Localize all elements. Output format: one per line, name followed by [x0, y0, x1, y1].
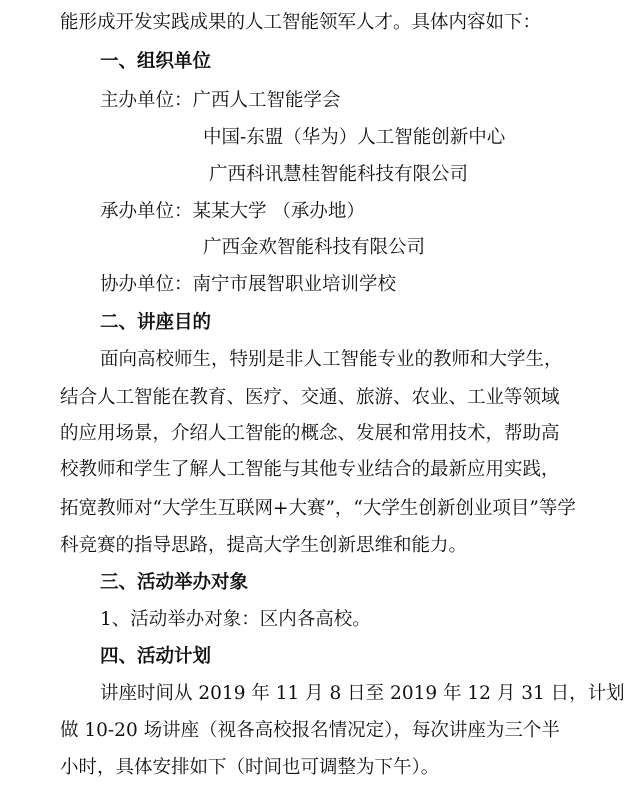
purpose-line-1: 面向高校师生，特别是非人工智能专业的教师和大学生， [100, 349, 563, 370]
co-organizer-unit-line: 协办单位：南宁市展智职业培训学校 [100, 274, 397, 295]
purpose-line-2: 结合人工智能在教育、医疗、交通、旅游、农业、工业等领域 [60, 387, 560, 408]
host-unit-3: 广西科讯慧桂智能科技有限公司 [209, 164, 469, 185]
purpose-line-3: 的应用场景，介绍人工智能的概念、发展和常用技术，帮助高 [60, 423, 560, 444]
purpose-line-5: 拓宽教师对“大学生互联网+大赛”，“大学生创新创业项目”等学 [60, 498, 576, 519]
organizer-unit-2: 广西金欢智能科技有限公司 [203, 237, 426, 258]
audience-item: 1、活动举办对象：区内各高校。 [100, 609, 371, 630]
intro-tail-text: 能形成开发实践成果的人工智能领军人才。具体内容如下： [60, 12, 542, 33]
host-unit-2: 中国-东盟（华为）人工智能创新中心 [203, 127, 506, 148]
plan-line-1: 讲座时间从 2019 年 11 月 8 日至 2019 年 12 月 31 日，计划 [100, 683, 625, 704]
plan-line-3: 小时，具体安排如下（时间也可调整为下午）。 [60, 757, 440, 778]
purpose-line-4: 校教师和学生了解人工智能与其他专业结合的最新应用实践， [60, 459, 560, 480]
host-unit-line: 主办单位：广西人工智能学会 [100, 90, 341, 111]
organizer-unit-line: 承办单位：某某大学 （承办地） [100, 201, 365, 222]
section-heading-audience: 三、活动举办对象 [100, 572, 249, 593]
section-heading-plan: 四、活动计划 [100, 646, 212, 667]
plan-line-2: 做 10-20 场讲座（视各高校报名情况定），每次讲座为三个半 [60, 720, 560, 741]
section-heading-organizers: 一、组织单位 [100, 51, 212, 72]
purpose-line-6: 科竞赛的指导思路，提高大学生创新思维和能力。 [60, 535, 468, 556]
section-heading-purpose: 二、讲座目的 [100, 312, 212, 333]
